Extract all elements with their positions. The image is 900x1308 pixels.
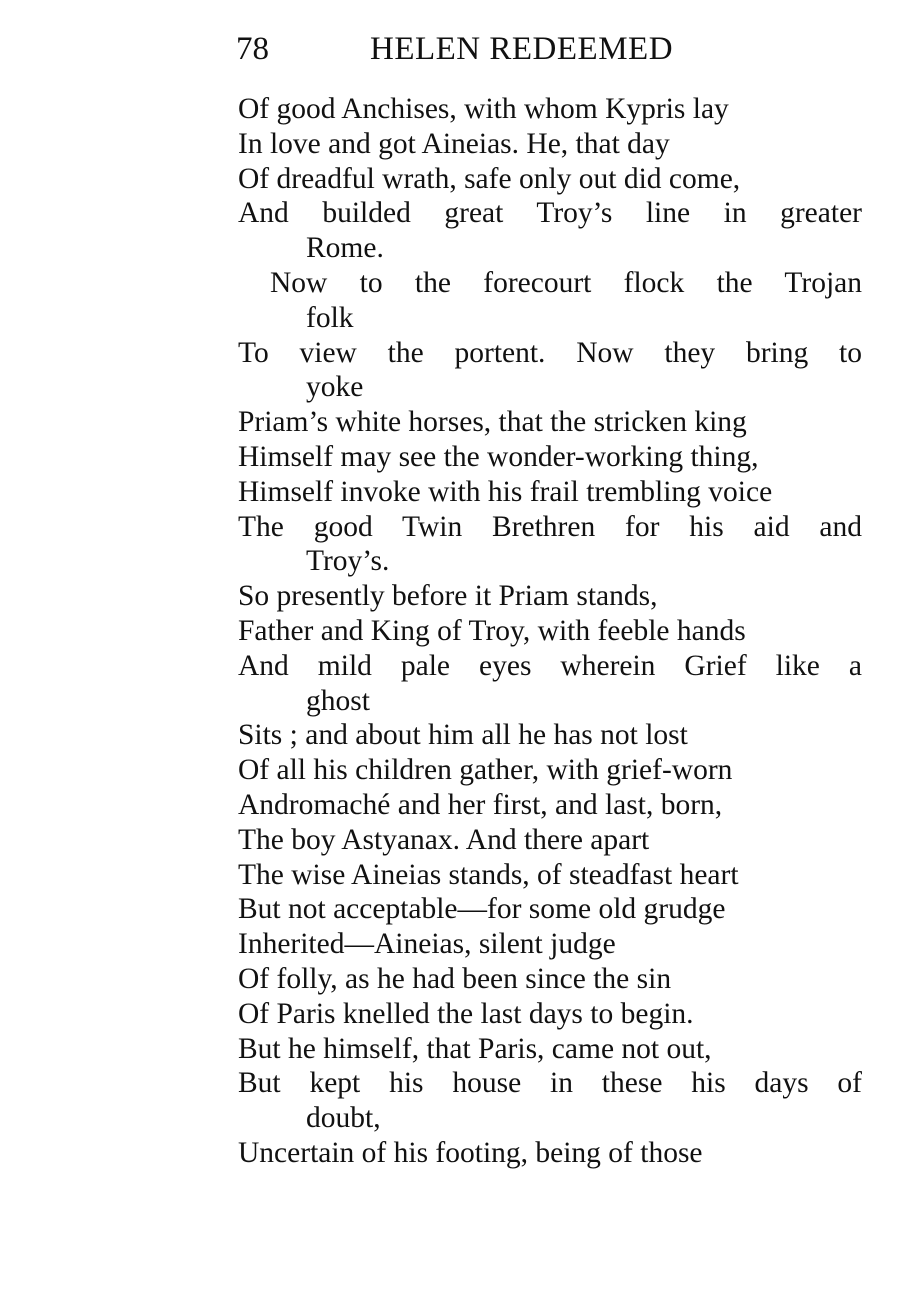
poem-line: Himself may see the wonder-working thing, <box>238 440 759 473</box>
poem-line: Inherited—Aineias, silent judge <box>238 928 616 961</box>
poem-line: So presently before it Priam stands, <box>238 580 658 613</box>
poem-line: Of dreadful wrath, safe only out did come, <box>238 162 741 195</box>
poem-line: The boy Astyanax. And there apart <box>238 823 650 856</box>
poem-line-continuation: Rome. <box>306 232 384 265</box>
poem-line-continuation: folk <box>306 301 354 334</box>
poem-line: Of all his children gather, with grief-worn <box>238 754 733 787</box>
poem-line-continuation: ghost <box>306 684 370 717</box>
poem-line: Father and King of Troy, with feeble hands <box>238 614 746 647</box>
poem-line: But not acceptable—for some old grudge <box>238 893 726 926</box>
poem-line: Of Paris knelled the last days to begin. <box>238 997 694 1030</box>
poem-line: The good Twin Brethren for his aid and <box>238 510 862 543</box>
page-header <box>236 24 736 74</box>
poem-line-continuation: yoke <box>306 371 364 404</box>
poem-text <box>238 92 862 1171</box>
poem-line: And mild pale eyes wherein Grief like a <box>238 649 862 682</box>
poem-line: And builded great Troy’s line in greater <box>238 197 862 230</box>
poem-line: Priam’s white horses, that the stricken king <box>238 406 747 439</box>
poem-line: To view the portent. Now they bring to <box>238 336 862 369</box>
poem-line: Sits ; and about him all he has not lost <box>238 719 688 752</box>
poem-line: The wise Aineias stands, of steadfast heart <box>238 858 739 891</box>
poem-line: Andromaché and her first, and last, born, <box>238 788 723 821</box>
poem-line: In love and got Aineias. He, that day <box>238 127 670 160</box>
page-number: 78 <box>236 31 269 67</box>
poem-line: Uncertain of his footing, being of those <box>238 1136 703 1169</box>
poem-line: But kept his house in these his days of <box>238 1067 862 1100</box>
poem-line-continuation: Troy’s. <box>306 545 390 578</box>
running-title: HELEN REDEEMED <box>370 31 674 67</box>
poem-line-continuation: doubt, <box>306 1102 381 1135</box>
poem-line: Himself invoke with his frail trembling voice <box>238 475 773 508</box>
poem-line: Of folly, as he had been since the sin <box>238 962 672 995</box>
poem-line: But he himself, that Paris, came not out, <box>238 1032 712 1065</box>
poem-line: Of good Anchises, with whom Kypris lay <box>238 93 729 125</box>
poem-line: Now to the forecourt flock the Trojan <box>270 266 862 299</box>
